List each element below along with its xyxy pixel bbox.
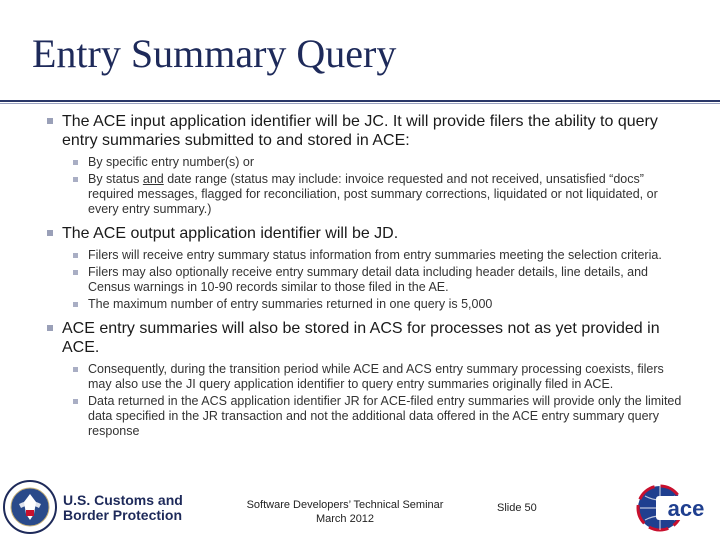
sub-bullet: Consequently, during the transition period while ACE and ACS entry summary processing coexists, filers may also use the JI query application identifier to query entry summaries originally filed in ACE. (71, 362, 685, 392)
sub-bullet: Filers will receive entry summary status information from entry summaries meeting the selection criteria. (71, 248, 685, 263)
slide-number: Slide 50 (497, 502, 537, 514)
sub-bullet: Filers may also optionally receive entry summary detail data including header details, line details, and Census warnings in 10-90 records similar to those filed in the AE. (71, 265, 685, 295)
title-divider (0, 100, 720, 102)
underlined-word: and (142, 172, 164, 186)
sub-bullet: The maximum number of entry summaries returned in one query is 5,000 (71, 297, 685, 312)
bullet-acs: ACE entry summaries will also be stored in ACS for processes not as yet provided in ACE. (45, 319, 685, 357)
agency-name: U.S. Customs and Border Protection (63, 492, 183, 523)
sub-bullet: By specific entry number(s) or (71, 155, 685, 170)
ace-logo (636, 482, 718, 534)
bullet-jc: The ACE input application identifier will be JC. It will provide filers the ability to query entry summaries submitted to and stored in ACE: (45, 112, 685, 150)
sub-bullet: By status and date range (status may include: invoice requested and not received, unsatisfied “docs” required messages, flagged for reconciliation, post summary corrections, liquidated or not liquidated, or every entry summary.) (71, 172, 685, 217)
ace-logo-text: ace (667, 496, 705, 521)
slide-body (45, 112, 685, 446)
slide-title: Entry Summary Query (32, 31, 397, 76)
dhs-seal-icon (3, 480, 57, 534)
seminar-caption: Software Developers’ Technical Seminar March 2012 (246, 499, 444, 525)
sub-bullet: Data returned in the ACS application identifier JR for ACE-filed entry summaries will provide only the limited data specified in the JR transaction and not the additional data offered in the ACE entry summary query response (71, 394, 685, 439)
title-divider-thin (0, 103, 720, 104)
cbp-logo (3, 480, 183, 536)
bullet-jd: The ACE output application identifier will be JD. (45, 224, 685, 243)
